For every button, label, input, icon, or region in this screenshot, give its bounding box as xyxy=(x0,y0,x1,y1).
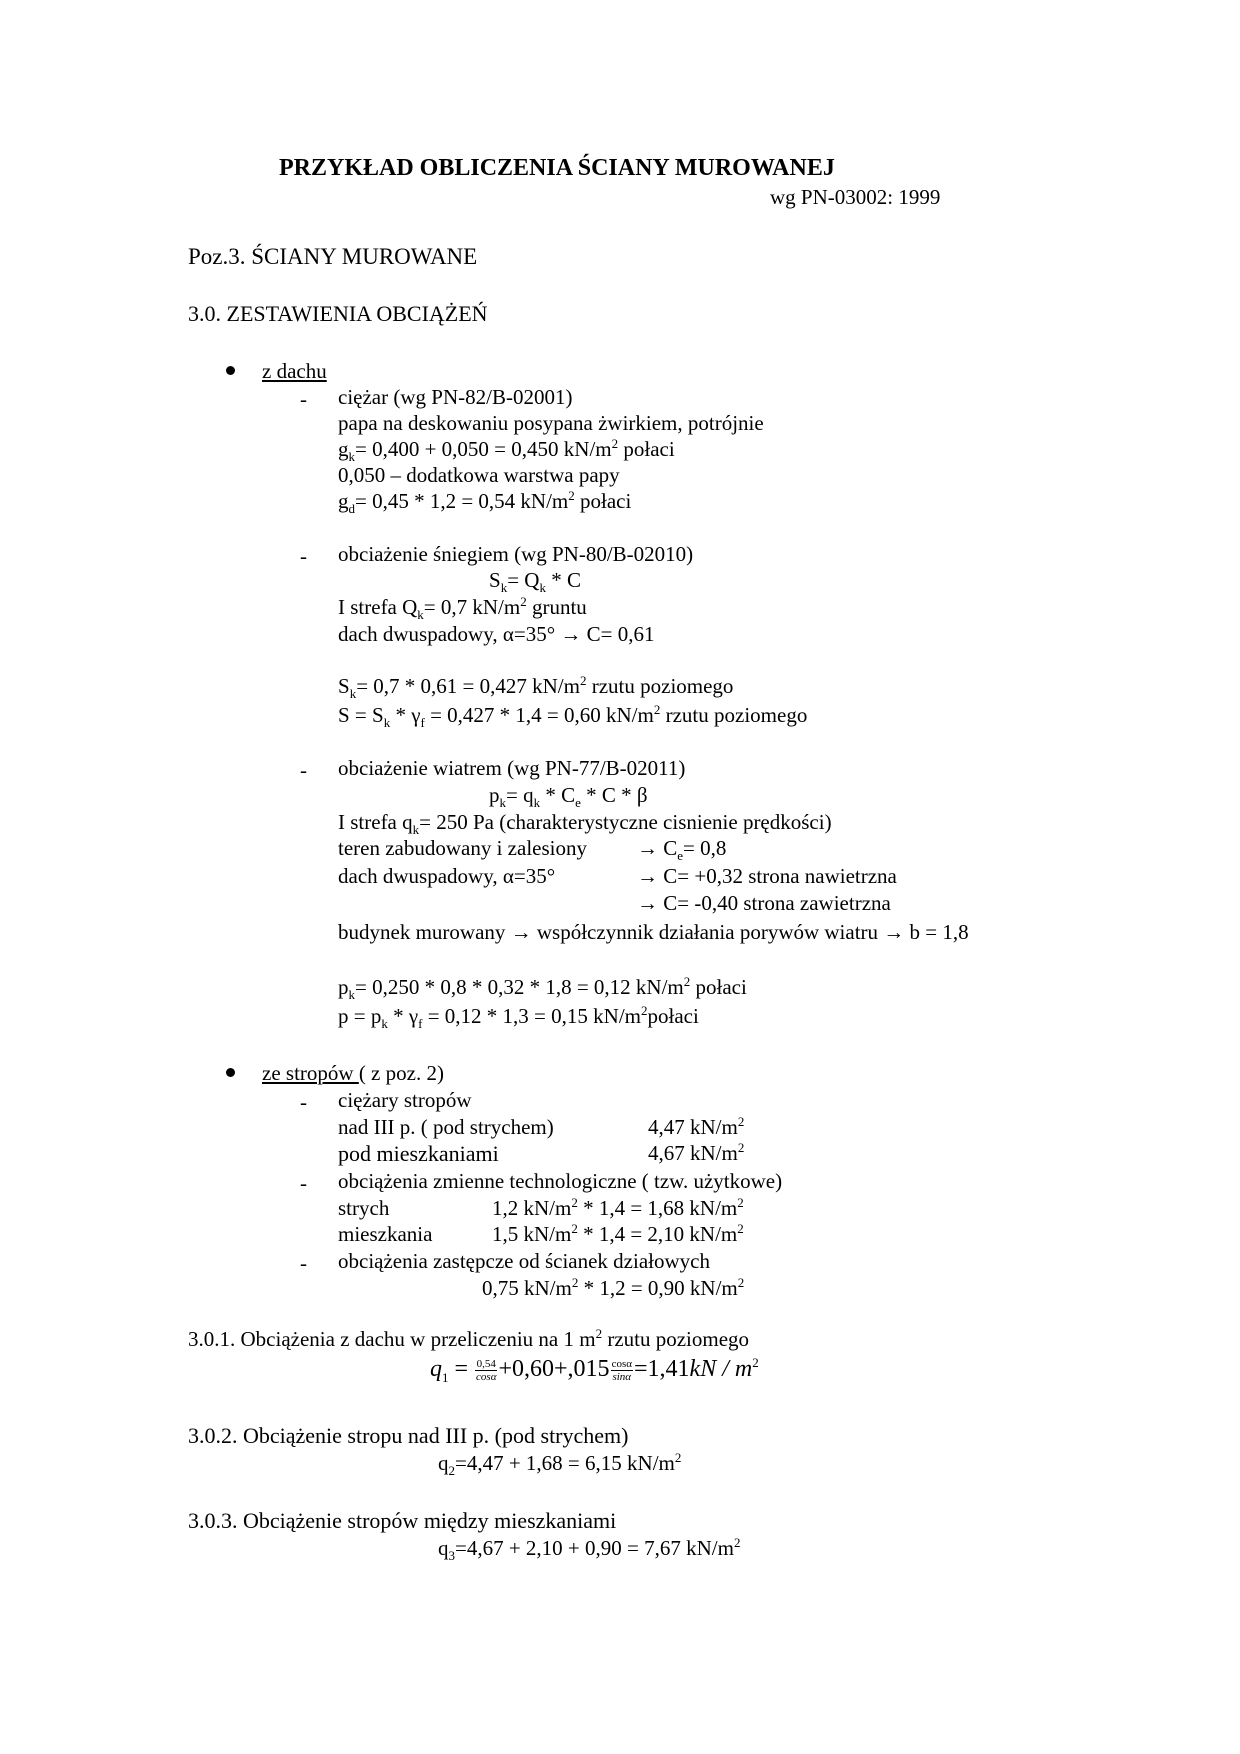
dash-marker: - xyxy=(300,387,307,411)
wind-ce: → $C_e= 0,8$ xyxy=(637,836,727,864)
wind-c-leeward: → C= -0,40 strona zawietrzna xyxy=(637,891,891,915)
calc3-formula: $q_3=4,67 + 2,10 + 0,90 = 7,67$ $kN/m^2$ xyxy=(438,1535,741,1564)
dash-marker: - xyxy=(300,1090,307,1114)
snow-zone: I strefa $Q_k= 0,7$ $kN/m^2$ gruntu xyxy=(338,594,587,623)
calc2-formula: $q_2=4,47 + 1,68 = 6,15$ $kN/m^2$ xyxy=(438,1450,682,1479)
wind-c-windward: → C= +0,32 strona nawietrzna xyxy=(637,864,897,888)
wind-heading: obciażenie wiatrem (wg PN-77/B-02011) xyxy=(338,756,686,780)
wind-gust: budynek murowany → współczynnik działania porywów wiatru → b = 1,8 xyxy=(338,920,969,944)
wind-terrain: teren zabudowany i zalesiony xyxy=(338,836,587,860)
gd-formula: $g_d= 0,45 * 1,2 = 0,54$ $kN/m^2$ połaci xyxy=(338,488,632,517)
flat-label: mieszkania xyxy=(338,1222,433,1246)
loft-label: strych xyxy=(338,1196,390,1220)
calc1-heading: 3.0.1. Obciążenia z dachu w przeliczeniu na 1 $m^2$ rzutu poziomego xyxy=(188,1326,750,1351)
snow-sk: $S_k= 0,7 * 0,61 = 0,427$ $kN/m^2$ rzutu poziomego xyxy=(338,673,734,702)
gk-formula: $g_k= 0,400 + 0,050 = 0,450$ $kN/m^2$ połaci xyxy=(338,436,675,465)
floor-weights-heading: ciężary stropów xyxy=(338,1088,472,1112)
document-subtitle: wg PN-03002: 1999 xyxy=(770,185,941,209)
calc1-formula: $q_1$ = $\frac{0,54}{\cos\alpha}$ +0,60+,015 $\frac{\cos\alpha}{\sin\alpha}$ $=1,41kN / m^2$ xyxy=(430,1355,759,1385)
attic-label: nad III p. ( pod strychem) xyxy=(338,1115,554,1139)
loft-calc: 1,2 $kN/m^2 * 1,4 = 1,68$ $kN/m^2$ xyxy=(492,1195,744,1220)
snow-roof-type: dach dwuspadowy, α=35° → C= 0,61 xyxy=(338,622,655,646)
live-load-heading: obciążenia zmienne technologiczne ( tzw. użytkowe) xyxy=(338,1169,783,1193)
bullet-floors xyxy=(226,1068,235,1077)
wind-p: $p = p_k * \gamma_f = 0,12 * 1,3 = 0,15$ $kN/m^2połaci$ xyxy=(338,1003,699,1032)
dash-marker: - xyxy=(300,1171,307,1195)
flat-calc: 1,5 $kN/m^2 * 1,4 = 2,10$ $kN/m^2$ xyxy=(492,1221,744,1246)
snow-heading: obciażenie śniegiem (wg PN-80/B-02010) xyxy=(338,542,694,566)
calc3-heading: 3.0.3. Obciążenie stropów między mieszkaniami xyxy=(188,1508,617,1533)
wind-zone: I strefa $q_k= 250$ Pa (charakterystyczne cisnienie prędkości) xyxy=(338,810,832,838)
section-heading: Poz.3. ŚCIANY MUROWANE xyxy=(188,244,478,269)
extra-layer-note: 0,050 – dodatkowa warstwa papy xyxy=(338,463,620,487)
attic-value: 4,47 $kN/m^2$ xyxy=(648,1114,745,1139)
roof-weight-heading: ciężar (wg PN-82/B-02001) xyxy=(338,385,573,409)
calc2-heading: 3.0.2. Obciążenie stropu nad III p. (pod strychem) xyxy=(188,1423,629,1448)
roof-heading: z dachu xyxy=(262,359,327,383)
dash-marker: - xyxy=(300,544,307,568)
wind-formula: $p_k= q_k * C_e * C * \beta$ xyxy=(489,783,648,811)
fraction: $\frac{0,54}{\cos\alpha}$ xyxy=(476,1357,497,1383)
snow-s: $S = S_k * \gamma_f = 0,427 * 1,4 = 0,60$ $kN/m^2$ rzutu poziomego xyxy=(338,702,808,731)
flats-value: 4,67 $kN/m^2$ xyxy=(648,1140,745,1165)
wind-pk: $p_k= 0,250 * 0,8 * 0,32 * 1,8 = 0,12$ $kN/m^2$ połaci xyxy=(338,974,747,1003)
partition-heading: obciążenia zastępcze od ścianek działowych xyxy=(338,1249,710,1273)
roof-weight-desc: papa na deskowaniu posypana żwirkiem, potrójnie xyxy=(338,411,764,435)
floors-heading: ze stropów ( z poz. 2) xyxy=(262,1061,444,1085)
partition-calc: 0,75 $kN/m^2 * 1,2 = 0,90$ $kN/m^2$ xyxy=(482,1275,745,1300)
subsection-heading: 3.0. ZESTAWIENIA OBCIĄŻEŃ xyxy=(188,301,488,326)
flats-label: pod mieszkaniami xyxy=(338,1141,499,1166)
bullet-roof xyxy=(226,366,235,375)
dash-marker: - xyxy=(300,1251,307,1275)
wind-roof-type: dach dwuspadowy, α=35° xyxy=(338,864,556,888)
snow-formula: $S_k= Q_k * C$ xyxy=(489,568,581,596)
dash-marker: - xyxy=(300,758,307,782)
document-title: PRZYKŁAD OBLICZENIA ŚCIANY MUROWANEJ xyxy=(279,155,835,181)
fraction: $\frac{\cos\alpha}{\sin\alpha}$ xyxy=(611,1357,632,1383)
